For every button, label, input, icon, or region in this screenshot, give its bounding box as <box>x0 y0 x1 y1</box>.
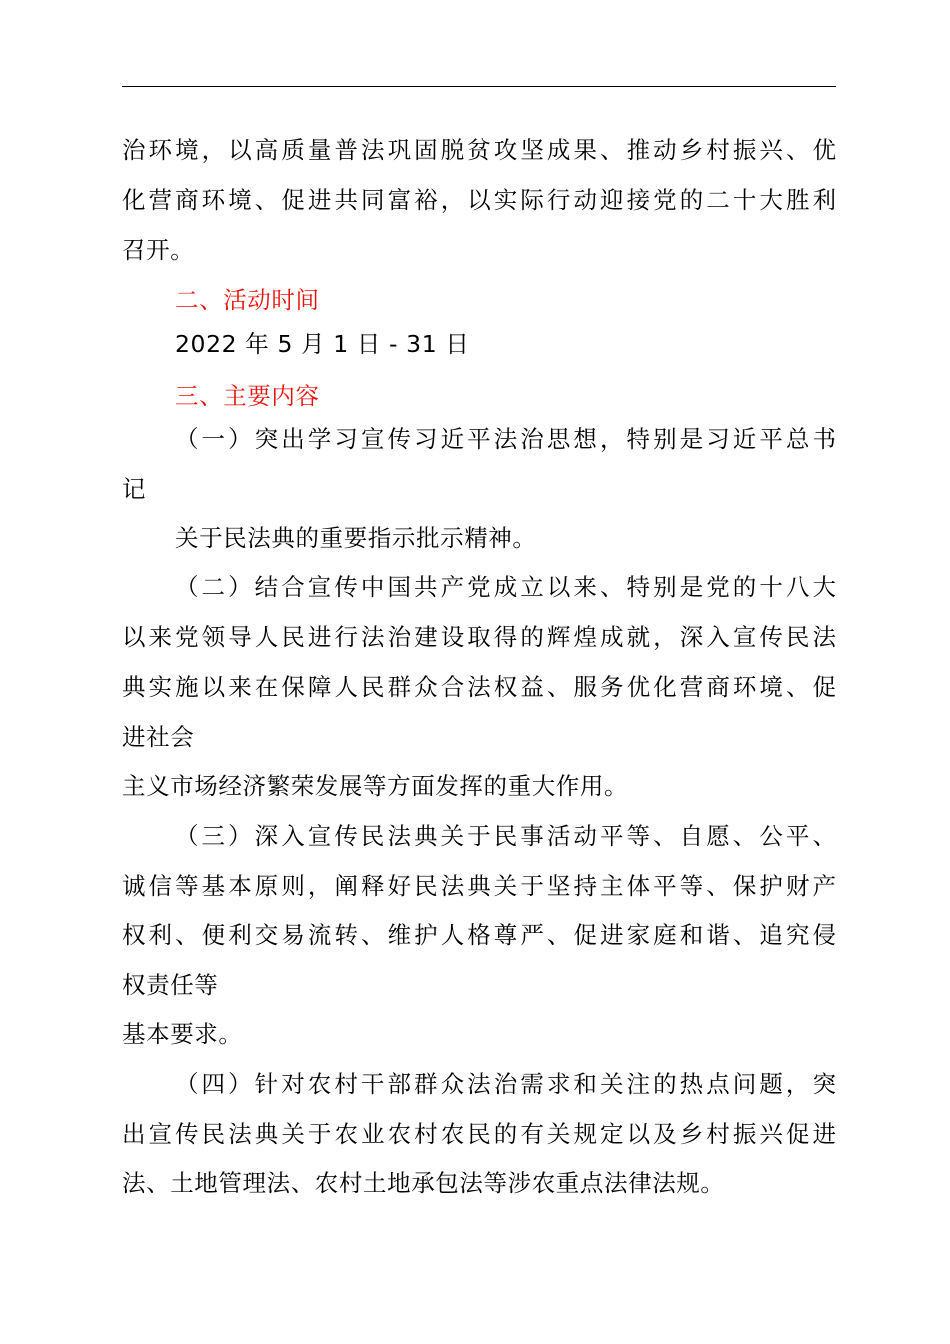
paragraph-line: （三）深入宣传民法典关于民事活动平等、自愿、公平、 <box>175 822 836 850</box>
paragraph-line: 记 <box>122 475 147 503</box>
paragraph-line: 典实施以来在保障人民群众合法权益、服务优化营商环境、促 <box>122 673 836 701</box>
activity-date: 2022 年 5 月 1 日 - 31 日 <box>175 330 470 358</box>
paragraph-line: 关于民法典的重要指示批示精神。 <box>175 524 537 552</box>
paragraph-line: （四）针对农村干部群众法治需求和关注的热点问题，突 <box>175 1070 836 1098</box>
paragraph-line: 召开。 <box>122 236 195 264</box>
paragraph-line: 权责任等 <box>122 971 219 999</box>
paragraph-line: 治环境，以高质量普法巩固脱贫攻坚成果、推动乡村振兴、优 <box>122 136 836 164</box>
section-heading-activity-time: 二、活动时间 <box>175 286 320 314</box>
paragraph-line: 诚信等基本原则，阐释好民法典关于坚持主体平等、保护财产 <box>122 872 836 900</box>
paragraph-line: 进社会 <box>122 723 195 751</box>
paragraph-line: 基本要求。 <box>122 1020 243 1048</box>
paragraph-line: 法、土地管理法、农村土地承包法等涉农重点法律法规。 <box>122 1169 725 1197</box>
paragraph-line: （一）突出学习宣传习近平法治思想，特别是习近平总书 <box>175 425 836 453</box>
paragraph-line: 以来党领导人民进行法治建设取得的辉煌成就，深入宣传民法 <box>122 623 836 651</box>
paragraph-line: 出宣传民法典关于农业农村农民的有关规定以及乡村振兴促进 <box>122 1120 836 1148</box>
paragraph-line: （二）结合宣传中国共产党成立以来、特别是党的十八大 <box>175 573 836 601</box>
section-heading-main-content: 三、主要内容 <box>175 382 320 410</box>
paragraph-line: 化营商环境、促进共同富裕，以实际行动迎接党的二十大胜利 <box>122 186 836 214</box>
paragraph-line: 权利、便利交易流转、维护人格尊严、促进家庭和谐、追究侵 <box>122 921 836 949</box>
paragraph-line: 主义市场经济繁荣发展等方面发挥的重大作用。 <box>122 772 629 800</box>
header-rule <box>122 86 836 87</box>
